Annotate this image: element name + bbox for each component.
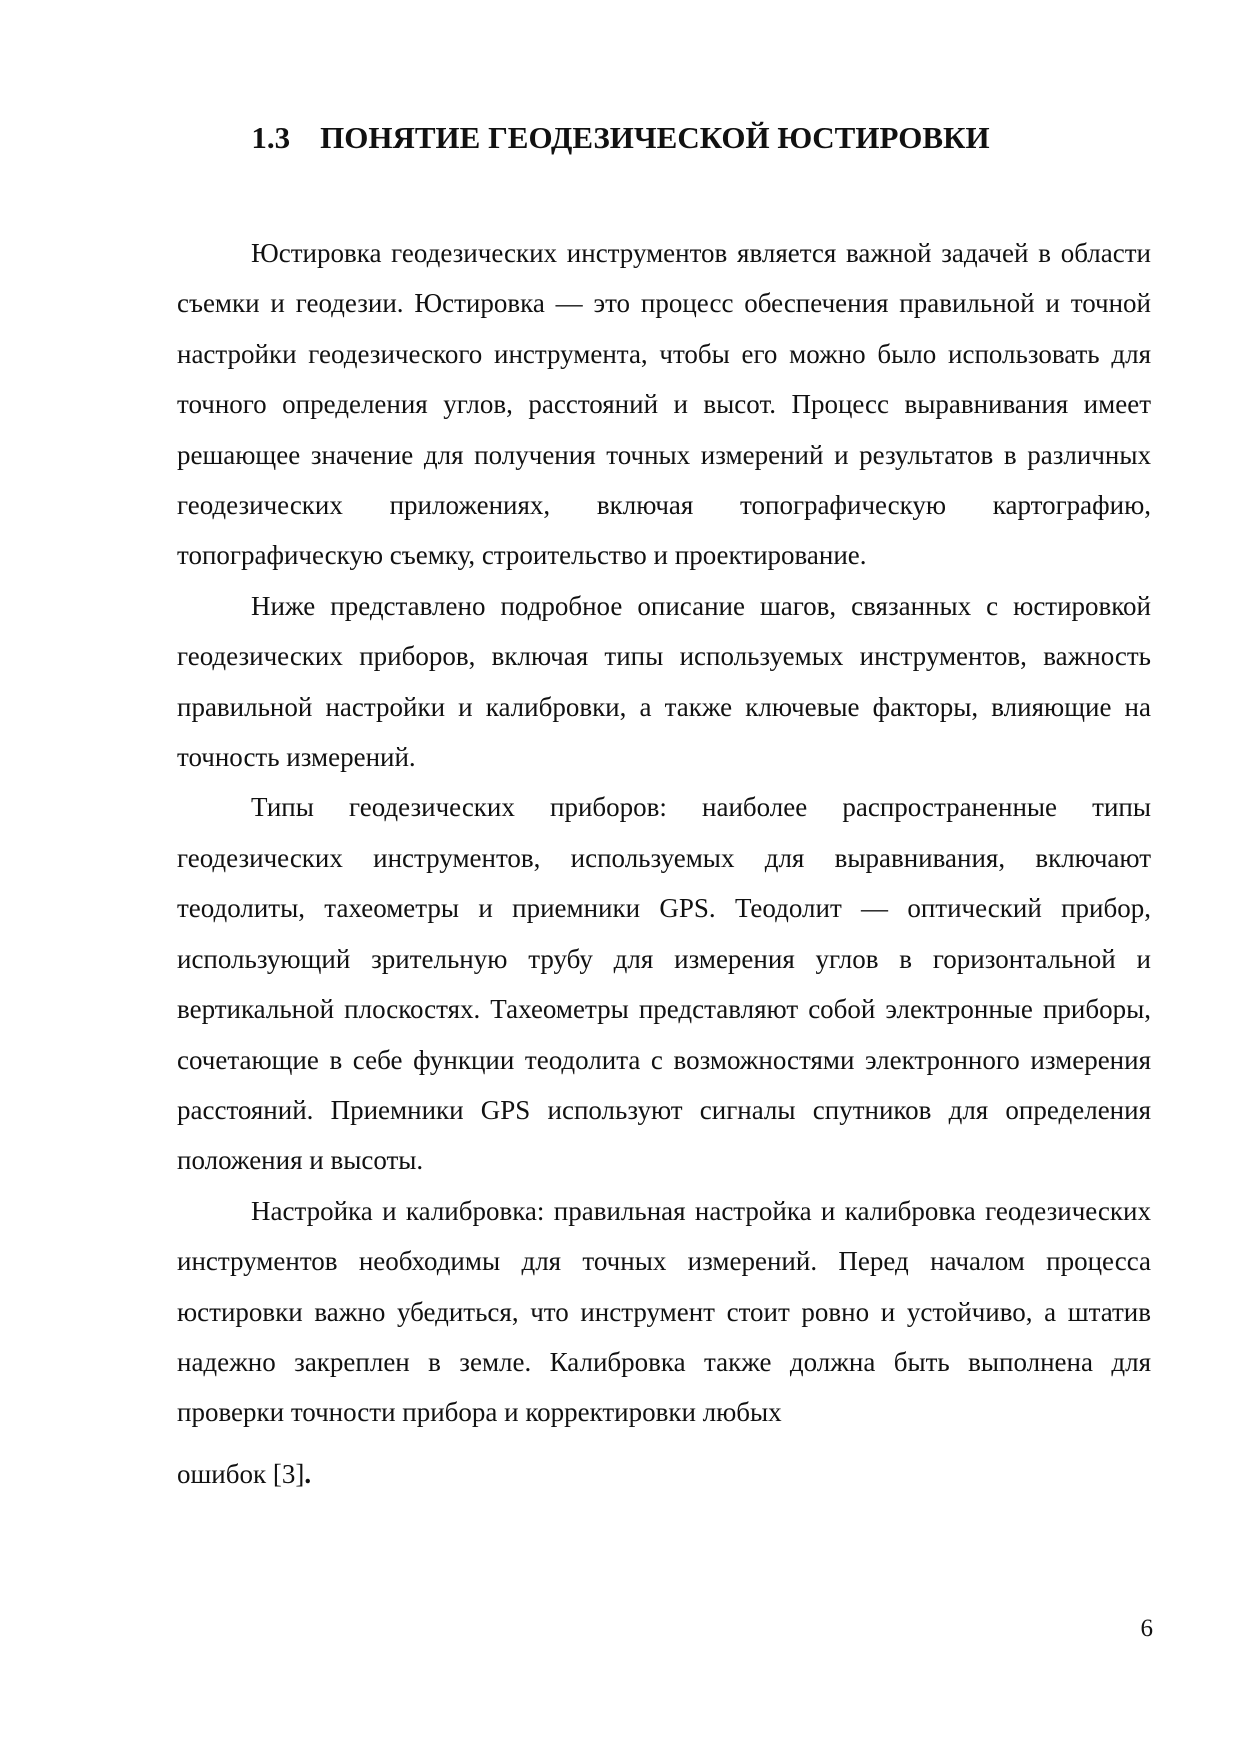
paragraph-setup-calibration: Настройка и калибровка: правильная настройка и калибровка геодезических инструментов необходимы для точных измерений. Перед началом процесса юстировки важно убедиться, что инструмент стоит ровно и устойчиво, а штатив надежно закреплен в земле. Калибровка также должна быть выполнена для проверки точности прибора и корректировки любых (177, 1195, 1151, 1428)
paragraph-ending (177, 1446, 1151, 1502)
section-heading (0, 118, 1241, 158)
ending-period: . (304, 1458, 312, 1489)
section-number: 1.3 (251, 120, 291, 155)
paragraph-instrument-types: Типы геодезических приборов: наиболее распространенные типы геодезических инструментов, используемых для выравнивания, включают теодолиты, тахеометры и приемники GPS. Теодолит — оптический прибор, использующий зрительную трубу для измерения углов в горизонтальной и вертикальной плоскостях. Тахеометры представляют собой электронные приборы, сочетающие в себе функции теодолита с возможностями электронного измерения расстояний. Приемники GPS используют сигналы спутников для определения положения и высоты. (177, 792, 1151, 1176)
citation-line: ошибок [3] (177, 1458, 305, 1489)
page-number: 6 (1140, 1615, 1153, 1642)
paragraph-alignment-definition: Юстировка геодезических инструментов является важной задачей в области съемки и геодезии. Юстировка — это процесс обеспечения правильной и точной настройки геодезического инструмента, чтобы его можно было использовать для точного определения углов, расстояний и высот. Процесс выравнивания имеет решающее значение для получения точных измерений и результатов в различных геодезических приложениях, включая топографическую картографию, топографическую съемку, строительство и проектирование. (177, 238, 1151, 571)
paragraph-steps-overview: Ниже представлено подробное описание шагов, связанных с юстировкой геодезических приборов, включая типы используемых инструментов, важность правильной настройки и калибровки, а также ключевые факторы, влияющие на точность измерений. (177, 590, 1151, 773)
body-text (177, 228, 1151, 1502)
section-title: ПОНЯТИЕ ГЕОДЕЗИЧЕСКОЙ ЮСТИРОВКИ (320, 120, 990, 155)
